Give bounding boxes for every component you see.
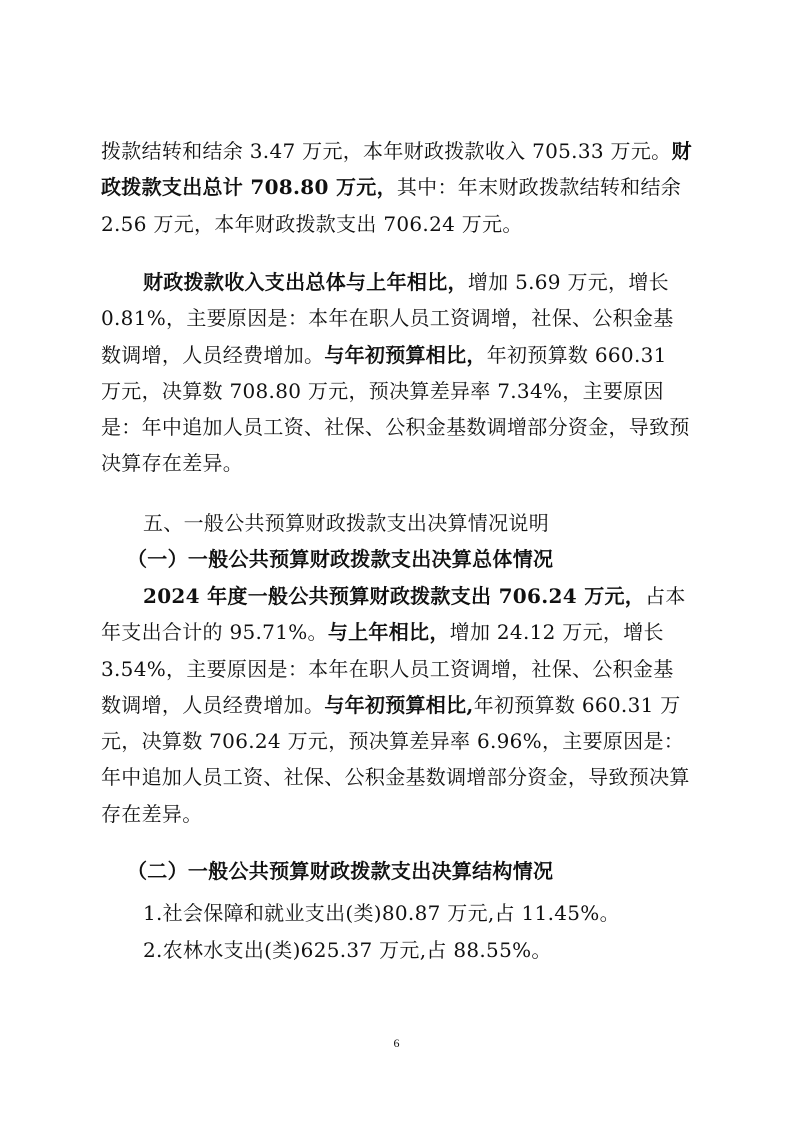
text-vs-budget-heading-2: 与年初预算相比, bbox=[324, 692, 474, 717]
list-item-agriculture: 2.农林水支出(类)625.37 万元,占 88.55%。 bbox=[143, 938, 552, 962]
text-of-which: 其中：年末财政拨款结转和结余 2.56 万元，本年财政拨款支出 706.24 万元。 bbox=[101, 175, 682, 236]
text-vs-last-year-detail: 增加 5.69 万元，增长 0.81%，主要原因是：本年在职人员工资调增，社保、公积金基数调增，人员经费增加。 bbox=[101, 270, 674, 367]
text-general-budget-total: 2024 年度一般公共预算财政拨款支出 706.24 万元， bbox=[143, 584, 646, 608]
section-heading-five: 五、一般公共预算财政拨款支出决算情况说明 bbox=[143, 511, 549, 535]
text-total-expenditure: 财政拨款支出总计 708.80 万元， bbox=[101, 139, 692, 200]
text-vs-budget-heading: 与年初预算相比， bbox=[324, 342, 487, 367]
subheading-overall: （一）一般公共预算财政拨款支出决算总体情况 bbox=[127, 547, 554, 571]
paragraph-year-comparison bbox=[101, 264, 693, 482]
text-carryover: 拨款结转和结余 3.47 万元，本年财政拨款收入 705.33 万元。 bbox=[101, 139, 672, 163]
list-item-social-security: 1.社会保障和就业支出(类)80.87 万元,占 11.45%。 bbox=[143, 901, 620, 925]
text-vs-last-year-heading-2: 与上年相比， bbox=[327, 620, 450, 645]
text-vs-last-year-heading: 财政拨款收入支出总体与上年相比， bbox=[143, 270, 468, 294]
text-vs-budget-detail-2: 年初预算数 660.31 万元，决算数 706.24 万元，预决算差异率 6.96%，主要原因是：年中追加人员工资、社保、公积金基数调增部分资金，导致预决算存在差异。 bbox=[101, 692, 690, 826]
subheading-structure: （二）一般公共预算财政拨款支出决算结构情况 bbox=[127, 859, 554, 883]
paragraph-general-budget bbox=[101, 578, 693, 832]
text-vs-last-year-detail-2: 增加 24.12 万元，增长 3.54%，主要原因是：本年在职人员工资调增，社保、公积金基数调增，人员经费增加。 bbox=[101, 620, 674, 717]
paragraph-fiscal-totals bbox=[101, 133, 693, 242]
text-vs-budget-detail: 年初预算数 660.31 万元，决算数 708.80 万元，预决算差异率 7.34%，主要原因是：年中追加人员工资、社保、公积金基数调增部分资金，导致预决算存在差异。 bbox=[101, 342, 690, 476]
text-share-of-total: 占本年支出合计的 95.71%。 bbox=[101, 584, 686, 645]
page-number: 6 bbox=[393, 1036, 400, 1050]
